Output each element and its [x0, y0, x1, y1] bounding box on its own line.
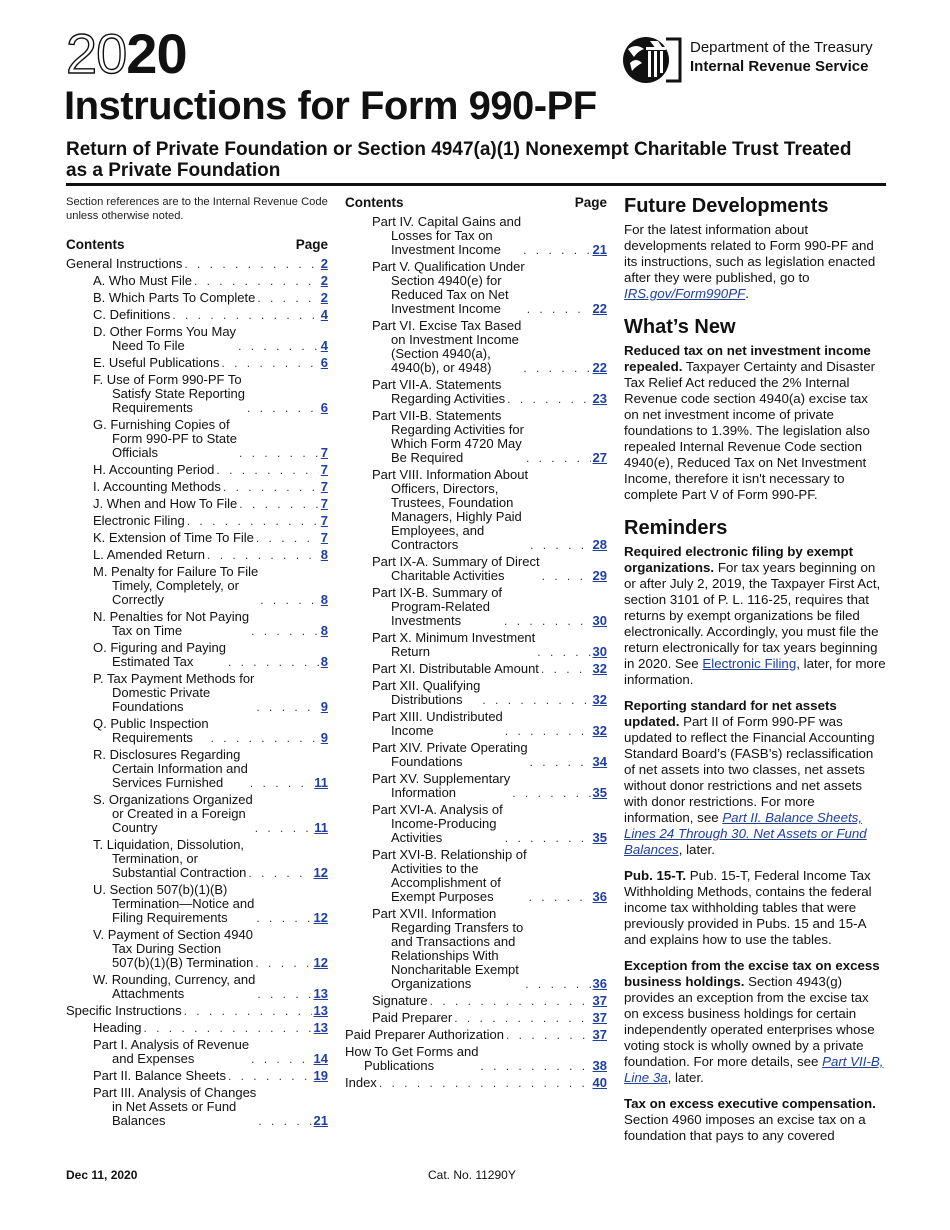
toc-page-link[interactable]: 37	[592, 1027, 607, 1042]
toc-page-link[interactable]: 2	[320, 290, 328, 305]
toc-entry[interactable]	[66, 641, 328, 669]
toc-page-link[interactable]: 6	[320, 400, 328, 415]
future-developments-heading: Future Developments	[624, 195, 829, 217]
header-divider	[66, 183, 886, 186]
toc-entry-label: I. Accounting Methods	[93, 479, 221, 494]
toc-entry-label: Part II. Balance Sheets	[93, 1068, 226, 1083]
toc-page-label: Page	[574, 195, 607, 210]
toc-leader-dots	[537, 645, 590, 659]
toc-entry-label: N. Penalties for Not Paying Tax on Time	[93, 609, 250, 638]
toc-page-link[interactable]: 7	[320, 445, 328, 460]
toc-entry-label: Part VI. Excise Tax Based on Investment Income (Section 4940(a), 4940(b), or 4948)	[372, 318, 522, 375]
toc-leader-dots	[187, 514, 319, 528]
electronic-filing-link[interactable]: Electronic Filing	[702, 656, 797, 671]
footer-catalog-number: Cat. No. 11290Y	[428, 1168, 516, 1182]
toc-entry[interactable]	[66, 717, 328, 745]
toc-entry[interactable]	[66, 928, 328, 970]
toc-entry-label: T. Liquidation, Dissolution, Termination, or Substantial Contraction	[93, 837, 247, 880]
agency-irs: Internal Revenue Service	[690, 58, 869, 75]
toc-page-link[interactable]: 6	[320, 355, 328, 370]
toc-leader-dots	[256, 911, 311, 925]
toc-entry-label: K. Extension of Time To File	[93, 530, 254, 545]
toc-page-link[interactable]: 32	[592, 723, 607, 738]
toc-entry[interactable]	[66, 480, 328, 494]
toc-entry[interactable]	[345, 468, 607, 552]
page-title: Instructions for Form 990-PF	[64, 84, 597, 128]
toc-leader-dots	[525, 977, 590, 991]
toc-entry[interactable]	[345, 586, 607, 628]
toc-entry[interactable]	[66, 274, 328, 288]
balance-sheets-link[interactable]: Part II. Balance Sheets, Lines 24 Through 30. Net Assets or Fund Balances	[624, 810, 867, 857]
reminder-net-assets: Reporting standard for net assets updated. Part II of Form 990-PF was updated to reflect the Financial Accounting Standard Board’s (FASB’s) reclassification of net assets into two classes, net assets without donor restrictions and net assets with donor restrictions. For more information, see Part II. Balance Sheets, Lines 24 Through 30. Net Assets or Fund Balances, later.	[624, 698, 875, 857]
toc-entry-label: S. Organizations Organized or Created in a Foreign Country	[93, 792, 253, 835]
toc-entry[interactable]	[345, 1076, 607, 1090]
toc-entry-label: Part III. Analysis of Changes in Net Assets or Fund Balances	[93, 1085, 257, 1128]
toc-page-link[interactable]: 7	[320, 496, 328, 511]
toc-entry[interactable]	[66, 838, 328, 880]
toc-entry[interactable]	[345, 260, 607, 316]
toc-leader-dots	[221, 356, 318, 370]
toc-entry-label: Part XV. Supplementary Information	[372, 771, 511, 800]
toc-entry-label: Part V. Qualification Under Section 4940(e) for Reduced Tax on Net Investment Income	[372, 259, 525, 316]
toc-entry-label: Electronic Filing	[93, 513, 185, 528]
toc-leader-dots	[194, 274, 319, 288]
toc-entry[interactable]	[345, 1045, 607, 1073]
toc-leader-dots	[239, 497, 318, 511]
toc-entry[interactable]	[66, 531, 328, 545]
toc-page-link[interactable]: 30	[592, 644, 607, 659]
toc-entry[interactable]	[66, 325, 328, 353]
toc-entry-label: Part VII-A. Statements Regarding Activities	[372, 377, 506, 406]
toc-page-link[interactable]: 7	[320, 513, 328, 528]
toc-entry[interactable]	[66, 418, 328, 460]
toc-entry-label: Part XIV. Private Operating Foundations	[372, 740, 528, 769]
toc-page-link[interactable]: 21	[313, 1113, 328, 1128]
toc-entry-label: Part IX-B. Summary of Program-Related Investments	[372, 585, 503, 628]
toc-entry[interactable]	[66, 373, 328, 415]
toc-leader-dots	[454, 1011, 590, 1025]
toc-page-link[interactable]: 36	[592, 976, 607, 991]
toc-entry-label: Part IV. Capital Gains and Losses for Tax on Investment Income	[372, 214, 522, 257]
toc-page-link[interactable]: 21	[592, 242, 607, 257]
toc-leader-dots	[506, 1028, 591, 1042]
toc-entry[interactable]	[345, 215, 607, 257]
toc-entry-label: Q. Public Inspection Requirements	[93, 716, 209, 745]
toc-page-link[interactable]: 34	[592, 754, 607, 769]
toc-leader-dots	[207, 548, 319, 562]
toc-entry-label: Part XVI-A. Analysis of Income-Producing Activities	[372, 802, 503, 845]
toc-entry-label: D. Other Forms You May Need To File	[93, 324, 237, 353]
toc-page-link[interactable]: 9	[320, 699, 328, 714]
toc-page-link[interactable]: 28	[592, 537, 607, 552]
toc-leader-dots	[527, 302, 591, 316]
toc-entry-label: Part XVII. Information Regarding Transfers to and Transactions and Relationships With Noncharitable Exempt Organizations	[372, 906, 524, 991]
toc-column-2	[345, 195, 607, 1093]
toc-leader-dots	[258, 1114, 311, 1128]
toc-entry-label: U. Section 507(b)(1)(B) Termination—Notice and Filing Requirements	[93, 882, 255, 925]
toc-leader-dots	[541, 662, 591, 676]
toc-leader-dots	[257, 291, 318, 305]
toc-entry[interactable]	[66, 514, 328, 528]
toc-page-link[interactable]: 12	[313, 955, 328, 970]
toc-leader-dots	[247, 401, 319, 415]
toc-leader-dots	[529, 890, 591, 904]
toc-entry[interactable]	[66, 291, 328, 305]
toc-entry-label: Index	[345, 1075, 377, 1090]
toc-leader-dots	[223, 480, 319, 494]
toc-page-link[interactable]: 12	[313, 865, 328, 880]
toc-leader-dots	[216, 463, 318, 477]
toc-contents-label: Contents	[66, 237, 125, 252]
toc-entry[interactable]	[66, 1021, 328, 1035]
toc-entry-label: Part XII. Qualifying Distributions	[372, 678, 481, 707]
toc-leader-dots	[184, 1004, 312, 1018]
toc-entry-label: E. Useful Publications	[93, 355, 220, 370]
form-year	[66, 22, 187, 85]
toc-leader-dots	[523, 243, 590, 257]
toc-page-link[interactable]: 9	[320, 730, 328, 745]
future-developments-text: For the latest information about developments related to Form 990-PF and its instructions, such as legislation enacted after they were published, go to IRS.gov/Form990PF.	[624, 222, 876, 301]
year-outline: 20	[66, 22, 127, 85]
toc-page-link[interactable]: 4	[320, 338, 328, 353]
toc-entry-label: Part XI. Distributable Amount	[372, 661, 539, 676]
irs-form990pf-link[interactable]: IRS.gov/Form990PF	[624, 286, 746, 301]
toc-entry[interactable]	[66, 672, 328, 714]
toc-page-link[interactable]: 30	[592, 613, 607, 628]
part-viib-link[interactable]: Part VII-B, Line 3a	[624, 1054, 884, 1085]
toc-leader-dots	[256, 700, 318, 714]
toc-page-link[interactable]: 32	[592, 692, 607, 707]
whats-new-heading: What’s New	[624, 316, 736, 338]
toc-entry[interactable]	[345, 848, 607, 904]
toc-entry-label: P. Tax Payment Methods for Domestic Private Foundations	[93, 671, 255, 714]
toc-entry-label: Signature	[372, 993, 428, 1008]
toc-entry-label: Paid Preparer	[372, 1010, 453, 1025]
toc-page-link[interactable]: 22	[592, 301, 607, 316]
toc-leader-dots	[256, 531, 319, 545]
toc-leader-dots	[184, 257, 318, 271]
toc-entry[interactable]	[66, 1086, 328, 1128]
toc-entry[interactable]	[66, 748, 328, 790]
toc-entry-label: L. Amended Return	[93, 547, 206, 562]
toc-entry[interactable]	[66, 548, 328, 562]
reminder-pub-15t: Pub. 15-T. Pub. 15-T, Federal Income Tax Withholding Methods, contains the federal income tax withholding tables that were previously provided in Pubs. 15 and 15-A and explains how to use the tables.	[624, 868, 872, 947]
toc-entry-label: R. Disclosures Regarding Certain Information and Services Furnished	[93, 747, 248, 790]
toc-entry[interactable]	[345, 679, 607, 707]
toc-leader-dots	[526, 451, 591, 465]
toc-leader-dots	[523, 361, 590, 375]
toc-page-link[interactable]: 2	[320, 273, 328, 288]
form-subtitle: Return of Private Foundation or Section 4947(a)(1) Nonexempt Charitable Trust Treated as a Private Foundation	[66, 139, 852, 181]
toc-leader-dots	[251, 1052, 311, 1066]
toc-entry[interactable]	[66, 308, 328, 322]
toc-entry-label: M. Penalty for Failure To File Timely, Completely, or Correctly	[93, 564, 259, 607]
toc-page-link[interactable]: 23	[592, 391, 607, 406]
toc-entry[interactable]	[66, 356, 328, 370]
toc-leader-dots	[211, 731, 319, 745]
toc-page-link[interactable]: 32	[592, 661, 607, 676]
toc-entry[interactable]	[345, 907, 607, 991]
toc-page-link[interactable]: 13	[313, 1020, 328, 1035]
toc-entry[interactable]	[345, 631, 607, 659]
toc-contents-label: Contents	[345, 195, 404, 210]
toc-entry-label: Part XVI-B. Relationship of Activities to the Accomplishment of Exempt Purposes	[372, 847, 527, 904]
footer-date: Dec 11, 2020	[66, 1168, 138, 1182]
toc-entry[interactable]	[66, 610, 328, 638]
toc-page-link[interactable]: 11	[314, 775, 328, 790]
toc-entry-label: V. Payment of Section 4940 Tax During Section 507(b)(1)(B) Termination	[93, 927, 254, 970]
toc-entry[interactable]	[345, 409, 607, 465]
agency-department: Department of the Treasury	[690, 39, 873, 56]
toc-entry[interactable]	[66, 1004, 328, 1018]
toc-entry-label: W. Rounding, Currency, and Attachments	[93, 972, 256, 1001]
toc-entry-label: Part XIII. Undistributed Income	[372, 709, 503, 738]
toc-leader-dots	[248, 866, 311, 880]
toc-leader-dots	[239, 446, 319, 460]
toc-page-link[interactable]: 37	[592, 1010, 607, 1025]
toc-entry[interactable]	[345, 994, 607, 1008]
toc-entry-label: Part VIII. Information About Officers, Directors, Trustees, Foundation Managers, Highly Paid Employees, and Contractors	[372, 467, 529, 552]
whats-new-text: Reduced tax on net investment income repealed. Taxpayer Certainty and Disaster Tax Relief Act reduced the 2% Internal Revenue code section 4940(a) excise tax on net investment income of private foundations to 1.39%. The legislation also repealed Internal Revenue Code section 4940(e), Reduced Tax on Net Investment Income, therefore it isn't necessary to complete Part V of Form 990-PF.	[624, 343, 876, 502]
toc-entry[interactable]	[345, 378, 607, 406]
toc-page-link[interactable]: 38	[592, 1058, 607, 1073]
toc-entry[interactable]	[66, 1069, 328, 1083]
toc-leader-dots	[505, 831, 591, 845]
toc-entry[interactable]	[345, 319, 607, 375]
toc-entry[interactable]	[345, 710, 607, 738]
toc-entry[interactable]	[66, 463, 328, 477]
toc-leader-dots	[228, 655, 319, 669]
toc-entry[interactable]	[66, 257, 328, 271]
toc-page-link[interactable]: 14	[313, 1051, 328, 1066]
toc-entry-label: Heading	[93, 1020, 142, 1035]
toc-header	[66, 237, 328, 252]
toc-page-link[interactable]: 29	[592, 568, 607, 583]
toc-leader-dots	[482, 693, 590, 707]
toc-leader-dots	[172, 308, 318, 322]
toc-page-link[interactable]: 11	[314, 820, 328, 835]
toc-page-link[interactable]: 2	[320, 256, 328, 271]
toc-entry[interactable]	[345, 741, 607, 769]
toc-leader-dots	[480, 1059, 590, 1073]
toc-entry-label: How To Get Forms and Publications	[345, 1044, 479, 1073]
reminder-excise-exception: Exception from the excise tax on excess business holdings. Section 4943(g) provides an exception from the excise tax on excess business holdings for certain independently operated enterprises whose voting stock is wholly owned by a private foundation. For more details, see Part VII-B, Line 3a, later.	[624, 958, 884, 1085]
reminders-heading: Reminders	[624, 517, 728, 539]
toc-leader-dots	[430, 994, 591, 1008]
toc-page-link[interactable]: 12	[313, 910, 328, 925]
body-column	[624, 195, 886, 1154]
toc-entry-label: Specific Instructions	[66, 1003, 182, 1018]
toc-page-link[interactable]: 35	[592, 830, 607, 845]
year-solid: 20	[126, 22, 187, 85]
toc-page-link[interactable]: 4	[320, 307, 328, 322]
toc-entry[interactable]	[66, 1038, 328, 1066]
toc-leader-dots	[379, 1076, 591, 1090]
irs-eagle-icon	[622, 33, 684, 87]
toc-entry[interactable]	[345, 555, 607, 583]
toc-leader-dots	[228, 1069, 312, 1083]
toc-page-link[interactable]: 8	[320, 592, 328, 607]
toc-entry-label: Part X. Minimum Investment Return	[372, 630, 536, 659]
toc-entry[interactable]	[66, 565, 328, 607]
toc-leader-dots	[505, 724, 591, 738]
toc-page-link[interactable]: 36	[592, 889, 607, 904]
toc-page-link[interactable]: 37	[592, 993, 607, 1008]
toc-list	[66, 257, 328, 1128]
toc-entry[interactable]	[345, 803, 607, 845]
toc-page-link[interactable]: 13	[313, 986, 328, 1001]
toc-leader-dots	[530, 538, 590, 552]
toc-page-link[interactable]: 7	[320, 479, 328, 494]
toc-entry-label: J. When and How To File	[93, 496, 238, 511]
toc-leader-dots	[507, 392, 590, 406]
toc-leader-dots	[530, 755, 591, 769]
toc-entry-label: Part I. Analysis of Revenue and Expenses	[93, 1037, 250, 1066]
reminder-executive-compensation: Tax on excess executive compensation. Section 4960 imposes an excise tax on a foundation that pays to any covered	[624, 1096, 876, 1143]
toc-entry[interactable]	[345, 772, 607, 800]
toc-page-link[interactable]: 13	[313, 1003, 328, 1018]
toc-entry-label: Part IX-A. Summary of Direct Charitable Activities	[372, 554, 540, 583]
toc-page-link[interactable]: 19	[313, 1068, 328, 1083]
toc-entry[interactable]	[66, 883, 328, 925]
toc-entry[interactable]	[66, 497, 328, 511]
toc-entry-label: General Instructions	[66, 256, 183, 271]
toc-entry[interactable]	[345, 1011, 607, 1025]
toc-leader-dots	[250, 776, 312, 790]
toc-page-link[interactable]: 8	[320, 623, 328, 638]
toc-leader-dots	[257, 987, 311, 1001]
toc-page-label: Page	[295, 237, 328, 252]
toc-entry-label: G. Furnishing Copies of Form 990-PF to State Officials	[93, 417, 237, 460]
toc-entry[interactable]	[66, 793, 328, 835]
toc-leader-dots	[255, 821, 313, 835]
reminder-electronic-filing: Required electronic filing by exempt organizations. For tax years beginning on or after July 2, 2019, the Taxpayer First Act, section 3101 of P. L. 116-25, requires that returns by exempt organizations be filed electronically. Accordingly, you must file the return electronically for tax years beginning in 2020. See Electronic Filing, later, for more information.	[624, 544, 886, 687]
toc-entry-label: Paid Preparer Authorization	[345, 1027, 504, 1042]
toc-leader-dots	[251, 624, 319, 638]
toc-list	[345, 215, 607, 1090]
toc-entry-label: Part VII-B. Statements Regarding Activities for Which Form 4720 May Be Required	[372, 408, 524, 465]
toc-leader-dots	[143, 1021, 311, 1035]
toc-leader-dots	[512, 786, 590, 800]
toc-entry-label: A. Who Must File	[93, 273, 192, 288]
toc-leader-dots	[238, 339, 319, 353]
toc-leader-dots	[504, 614, 590, 628]
toc-entry-label: C. Definitions	[93, 307, 171, 322]
toc-column-1	[66, 195, 328, 1131]
toc-page-link[interactable]: 40	[592, 1075, 607, 1090]
toc-leader-dots	[255, 956, 311, 970]
toc-page-link[interactable]: 8	[320, 547, 328, 562]
toc-page-link[interactable]: 22	[592, 360, 607, 375]
toc-header	[345, 195, 607, 210]
toc-leader-dots	[542, 569, 591, 583]
toc-page-link[interactable]: 8	[320, 654, 328, 669]
toc-entry-label: B. Which Parts To Complete	[93, 290, 256, 305]
toc-entry-label: H. Accounting Period	[93, 462, 215, 477]
toc-entry-label: F. Use of Form 990-PF To Satisfy State Reporting Requirements	[93, 372, 245, 415]
toc-entry[interactable]	[345, 1028, 607, 1042]
toc-page-link[interactable]: 35	[592, 785, 607, 800]
toc-page-link[interactable]: 7	[320, 462, 328, 477]
toc-page-link[interactable]: 7	[320, 530, 328, 545]
toc-entry-label: O. Figuring and Paying Estimated Tax	[93, 640, 226, 669]
toc-entry[interactable]	[345, 662, 607, 676]
toc-page-link[interactable]: 27	[592, 450, 607, 465]
toc-entry[interactable]	[66, 973, 328, 1001]
toc-note: Section references are to the Internal Revenue Code unless otherwise noted.	[66, 196, 328, 222]
toc-leader-dots	[260, 593, 319, 607]
